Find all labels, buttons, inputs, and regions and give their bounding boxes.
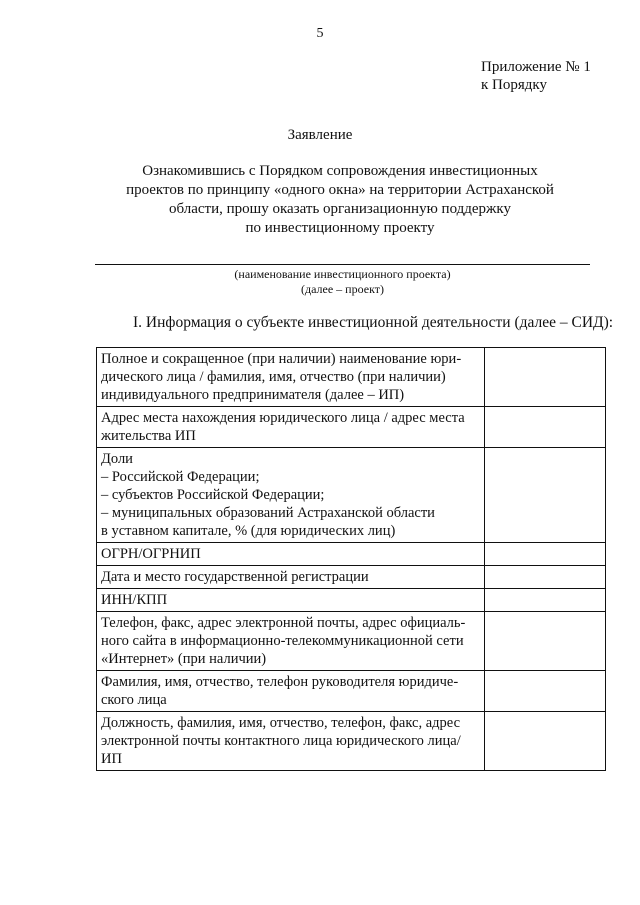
label-line: жительства ИП [101,428,196,444]
row-value-contact-person[interactable] [485,712,606,771]
label-line: Доли [101,451,133,467]
label-line: Дата и место государственной регистрации [101,569,369,585]
project-name-line[interactable] [95,264,590,265]
intro-paragraph [120,162,560,238]
row-value-shares[interactable] [485,448,606,543]
sid-info-table [96,347,606,771]
table-row [97,712,606,771]
row-label-registration [97,566,485,589]
label-line: Адрес места нахождения юридического лица / адрес места [101,410,465,426]
row-value-contacts[interactable] [485,612,606,671]
label-line: ОГРН/ОГРНИП [101,546,201,562]
label-line: – субъектов Российской Федерации; [101,487,325,503]
row-label-ogrn [97,543,485,566]
label-line: в уставном капитале, % (для юридических лиц) [101,523,396,539]
label-line: ского лица [101,692,167,708]
table-row [97,566,606,589]
section-heading: I. Информация о субъекте инвестиционной деятельности (далее – СИД): [133,314,614,331]
row-value-inn[interactable] [485,589,606,612]
row-label-contacts [97,612,485,671]
project-caption-line: (далее – проект) [301,282,384,296]
page-number: 5 [316,26,324,41]
project-caption-line: (наименование инвестиционного проекта) [234,267,451,281]
table-row [97,612,606,671]
intro-line: Ознакомившись с Порядком сопровождения инвестиционных [142,163,538,179]
table-row [97,407,606,448]
appendix-title: Приложение № 1 [481,59,591,75]
table-row [97,448,606,543]
row-value-address[interactable] [485,407,606,448]
label-line: ИП [101,751,122,767]
document-title: Заявление [287,127,353,143]
table-row [97,671,606,712]
row-value-director[interactable] [485,671,606,712]
row-value-name[interactable] [485,348,606,407]
intro-line: проектов по принципу «одного окна» на территории Астраханской [126,182,554,198]
label-line: электронной почты контактного лица юридического лица/ [101,733,461,749]
row-label-address [97,407,485,448]
appendix-subtitle: к Порядку [481,77,547,93]
label-line: ного сайта в информационно-телекоммуникационной сети [101,633,464,649]
appendix-header [481,58,591,94]
row-value-ogrn[interactable] [485,543,606,566]
label-line: индивидуального предпринимателя (далее – ИП) [101,387,405,403]
label-line: Телефон, факс, адрес электронной почты, адрес официаль- [101,615,466,631]
row-label-director [97,671,485,712]
label-line: «Интернет» (при наличии) [101,651,267,667]
row-label-name [97,348,485,407]
label-line: Полное и сокращенное (при наличии) наименование юри- [101,351,462,367]
label-line: – муниципальных образований Астраханской области [101,505,435,521]
row-label-shares [97,448,485,543]
table-row [97,589,606,612]
row-value-registration[interactable] [485,566,606,589]
project-name-caption [95,267,590,297]
label-line: – Российской Федерации; [101,469,260,485]
label-line: Должность, фамилия, имя, отчество, телефон, факс, адрес [101,715,461,731]
label-line: ИНН/КПП [101,592,168,608]
label-line: дического лица / фамилия, имя, отчество (при наличии) [101,369,446,385]
intro-line: по инвестиционному проекту [245,220,435,236]
row-label-contact-person [97,712,485,771]
table-row [97,348,606,407]
label-line: Фамилия, имя, отчество, телефон руководителя юридиче- [101,674,459,690]
row-label-inn [97,589,485,612]
intro-line: области, прошу оказать организационную поддержку [169,201,511,217]
table-row [97,543,606,566]
